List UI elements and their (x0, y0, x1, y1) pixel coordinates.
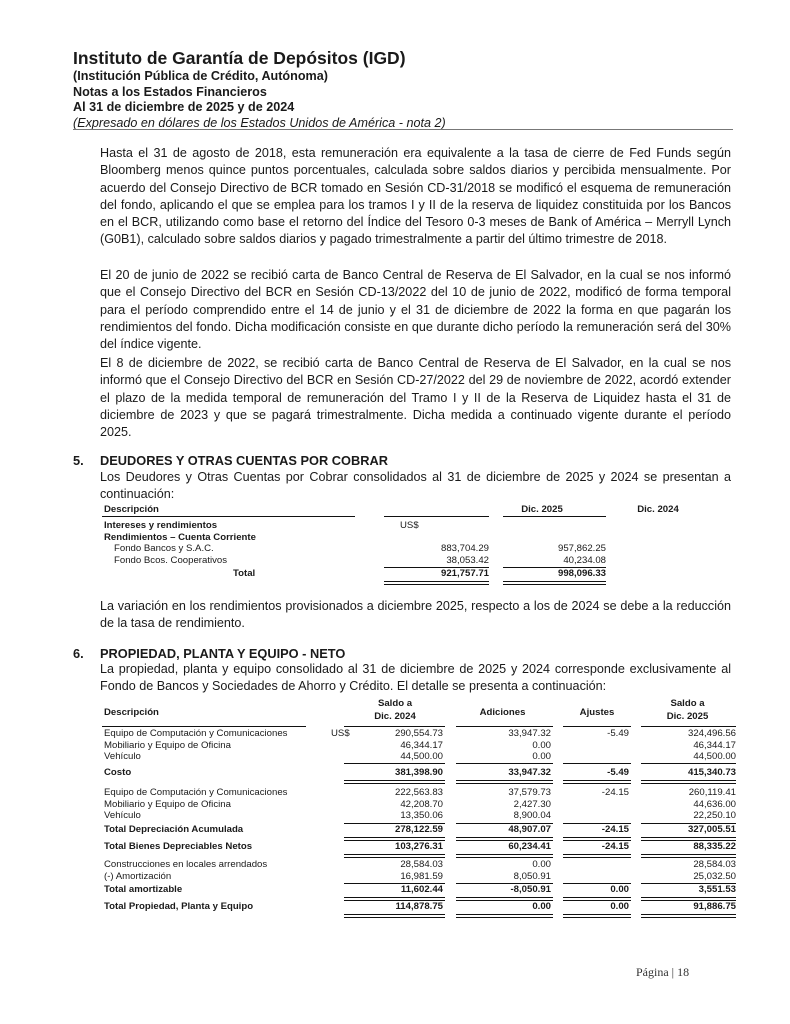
value-saldo-2024: 278,122.59 (394, 824, 443, 835)
currency-label: US$ (331, 728, 350, 739)
value-saldo-2025: 44,636.00 (693, 798, 736, 810)
report-date: Al 31 de diciembre de 2025 y de 2024 (73, 100, 295, 114)
table-row (100, 751, 740, 763)
table-row (100, 859, 740, 871)
value-saldo-2024: 381,398.90 (394, 767, 443, 778)
grand-total-double-rule (344, 914, 445, 918)
value-adiciones: 0.00 (532, 859, 551, 870)
value-adiciones: 8,050.91 (513, 870, 551, 882)
value-dic-2025: 883,704.29 (440, 543, 489, 555)
grand-total-double-rule (641, 914, 736, 918)
row-label: Total Depreciación Acumulada (104, 824, 244, 835)
receivables-table (100, 504, 720, 580)
value-ajustes: -5.49 (607, 767, 629, 778)
value-adiciones: 0.00 (532, 739, 551, 751)
currency-note: (Expresado en dólares de los Estados Unidos de América - nota 2) (73, 115, 446, 130)
table-header-row (100, 504, 720, 516)
row-label: Equipo de Computación y Comunicaciones (104, 787, 288, 798)
header-underline (456, 726, 553, 727)
column-header-saldo-2024-line1: Saldo a (377, 698, 413, 709)
table-row (100, 543, 720, 555)
column-header-descripcion: Descripción (104, 707, 159, 718)
table-group-row (100, 520, 720, 532)
header-underline (384, 516, 489, 517)
value-saldo-2024: 44,500.00 (400, 751, 443, 763)
column-header-dic-2024: Dic. 2024 (637, 504, 679, 515)
value-saldo-2025: 91,886.75 (693, 901, 736, 912)
section-5-heading (73, 453, 388, 468)
value-saldo-2024: 28,584.03 (400, 859, 443, 870)
value-saldo-2024: 114,878.75 (395, 901, 443, 912)
row-label: Vehículo (104, 810, 141, 822)
table-row (100, 810, 740, 822)
double-rule (641, 854, 736, 858)
table-row (100, 871, 740, 883)
double-rule (344, 780, 445, 784)
double-rule (563, 780, 631, 784)
value-saldo-2024: 11,602.44 (400, 884, 443, 895)
value-dic-2025: 38,053.42 (446, 554, 489, 566)
value-adiciones: 33,947.32 (508, 728, 551, 739)
value-saldo-2025: 25,032.50 (693, 870, 736, 882)
row-label: Mobiliario y Equipo de Oficina (104, 798, 231, 810)
paragraph-december-2022-letter: El 8 de diciembre de 2022, se recibió carta de Banco Central de Reserva de El Salvador, en la cual se nos informó que el Consejo Directivo del BCR en Sesión CD-27/2022 del 29 de noviembre de 2022, acordó extender el plazo de la medida temporal de remuneración del Tramo I y II de la Reserva de Liquidez hasta el 31 de diciembre de 2023 y que se pagará trimestralmente. Dicha medida a continuado vigente durante el período 2025. (100, 356, 731, 440)
value-saldo-2025: 327,005.51 (687, 824, 736, 835)
table-subtotal-row-costo (100, 767, 740, 779)
value-saldo-2024: 290,554.73 (394, 728, 443, 739)
group-label-intereses: Intereses y rendimientos (104, 520, 218, 531)
value-saldo-2025: 3,551.53 (698, 884, 736, 895)
value-saldo-2025: 324,496.56 (687, 728, 736, 739)
table-total-row (100, 568, 720, 580)
section-5-title: DEUDORES Y OTRAS CUENTAS POR COBRAR (100, 453, 388, 468)
header-underline (641, 726, 736, 727)
double-rule (641, 780, 736, 784)
value-saldo-2025: 88,335.22 (693, 841, 736, 852)
section-6-number: 6. (73, 646, 84, 661)
currency-label: US$ (400, 520, 419, 531)
value-saldo-2024: 46,344.17 (400, 739, 443, 751)
value-ajustes: 0.00 (610, 884, 629, 895)
table-row (100, 799, 740, 811)
section-6-intro: La propiedad, planta y equipo consolidado al 31 de diciembre de 2025 y 2024 corresponde exclusivamente al Fondo de Bancos y Sociedades de Ahorro y Crédito. El detalle se presenta a continuación: (100, 662, 731, 694)
value-saldo-2024: 16,981.59 (400, 870, 443, 882)
grand-total-double-rule (456, 914, 553, 918)
header-underline (102, 516, 355, 517)
column-header-saldo-2025-line1: Saldo a (670, 698, 705, 709)
value-dic-2024: 40,234.08 (563, 554, 606, 566)
value-saldo-2024: 103,276.31 (394, 841, 443, 852)
header-underline (563, 726, 631, 727)
value-saldo-2025: 22,250.10 (693, 810, 736, 822)
double-rule (563, 854, 631, 858)
value-saldo-2025: 44,500.00 (693, 751, 736, 763)
value-adiciones: 8,900.04 (513, 810, 551, 822)
column-header-descripcion: Descripción (104, 504, 159, 515)
header-underline (503, 516, 606, 517)
row-label: Fondo Bancos y S.A.C. (114, 543, 214, 555)
value-ajustes: -24.15 (601, 824, 629, 835)
subtotal-rule (456, 763, 553, 764)
document-type: Notas a los Estados Financieros (73, 84, 267, 99)
table-subtotal-row-depreciation (100, 824, 740, 836)
value-saldo-2025: 28,584.03 (693, 859, 736, 870)
ppe-table (100, 698, 740, 912)
column-header-saldo-2024-line2: Dic. 2024 (374, 711, 416, 722)
value-adiciones: 0.00 (532, 751, 551, 763)
double-rule (456, 780, 553, 784)
row-label: Mobiliario y Equipo de Oficina (104, 739, 231, 751)
column-header-saldo-2025-line2: Dic. 2025 (666, 711, 709, 722)
header-underline (102, 726, 306, 727)
row-label: Total Propiedad, Planta y Equipo (104, 901, 254, 912)
value-saldo-2024: 42,208.70 (400, 798, 443, 810)
row-label: Vehículo (104, 751, 141, 763)
value-ajustes: -5.49 (607, 728, 629, 739)
value-ajustes: -24.15 (601, 841, 629, 852)
institution-title: Instituto de Garantía de Depósitos (IGD) (73, 48, 406, 68)
paragraph-remuneration-history: Hasta el 31 de agosto de 2018, esta remuneración era equivalente a la tasa de cierre de Fed Funds según Bloomberg menos quince puntos porcentuales, calculada sobre saldos diarios y percibida mensualmente. Por acuerdo del Consejo Directivo de BCR tomado en Sesión CD-31/2018 se modificó el esquema de remuneración del fondo, aplicando el que se emplea para los tramos I y II de la reserva de liquidez constituida por los Bancos en el BCR, utilizando como base el retorno del Índice del Tesoro 0-3 meses de Bank of América – Merryll Lynch (G0B1), calculado sobre saldos diarios y pagado trimestralmente a partir del último trimestre de 2018. (100, 146, 731, 247)
double-rule (456, 854, 553, 858)
total-double-rule (384, 581, 489, 585)
double-rule (344, 854, 445, 858)
value-adiciones: -8,050.91 (510, 884, 551, 895)
table-group-row (100, 532, 720, 544)
section-6-title: PROPIEDAD, PLANTA Y EQUIPO - NETO (100, 646, 346, 661)
value-saldo-2025: 260,119.41 (688, 787, 736, 798)
value-adiciones: 2,427.30 (513, 798, 551, 810)
table-header-row (100, 698, 740, 726)
value-ajustes: -24.15 (601, 787, 629, 798)
row-label: Total Bienes Depreciables Netos (104, 841, 253, 852)
column-header-dic-2025: Dic. 2025 (521, 504, 563, 515)
row-label: Total amortizable (104, 884, 183, 895)
table-subtotal-row-net-depreciable (100, 841, 740, 853)
section-6-heading (73, 646, 345, 661)
row-label: Costo (104, 767, 132, 778)
value-adiciones: 0.00 (532, 901, 551, 912)
page-number: Página | 18 (636, 965, 690, 979)
section-5-number: 5. (73, 453, 84, 468)
value-saldo-2024: 222,563.83 (394, 787, 443, 798)
value-saldo-2025: 415,340.73 (687, 767, 736, 778)
total-dic-2024: 998,096.33 (557, 568, 606, 580)
table-row (100, 728, 740, 740)
row-label: Equipo de Computación y Comunicaciones (104, 728, 288, 739)
value-adiciones: 33,947.32 (508, 767, 551, 778)
value-saldo-2024: 13,350.06 (400, 810, 443, 822)
value-adiciones: 48,907.07 (508, 824, 551, 835)
subtotal-rule (563, 763, 631, 764)
section-5-note: La variación en los rendimientos provisionados a diciembre 2025, respecto a los de 2024 se debe a la reducción de la tasa de rendimiento. (100, 599, 731, 631)
document-header (73, 48, 733, 131)
column-header-ajustes: Ajustes (579, 707, 615, 718)
subtotal-rule (344, 763, 445, 764)
total-double-rule (503, 581, 606, 585)
table-row (100, 555, 720, 567)
value-adiciones: 37,579.73 (508, 787, 551, 798)
table-grand-total-row (100, 901, 740, 913)
grand-total-double-rule (563, 914, 631, 918)
table-row (100, 740, 740, 752)
institution-subtitle: (Institución Pública de Crédito, Autónoma) (73, 69, 328, 83)
value-dic-2024: 957,862.25 (557, 543, 606, 555)
header-underline (344, 726, 445, 727)
group-label-rendimientos: Rendimientos – Cuenta Corriente (104, 531, 256, 543)
value-ajustes: 0.00 (610, 901, 629, 912)
table-row (100, 787, 740, 799)
section-5-intro: Los Deudores y Otras Cuentas por Cobrar consolidados al 31 de diciembre de 2025 y 2024 se presentan a continuación: (100, 470, 731, 502)
paragraph-june-2022-letter: El 20 de junio de 2022 se recibió carta de Banco Central de Reserva de El Salvador, en la cual se nos informó que el Consejo Directivo del BCR en Sesión CD-13/2022 del 10 de junio de 2022, modificó de forma temporal para el período comprendido entre el 14 de junio y el 31 de diciembre de 2022 la forma en que pagarán los rendimientos del fondo. Dicha modificación consiste en que durante dicho período la remuneración será del 30% del índice vigente. (100, 268, 731, 352)
value-adiciones: 60,234.41 (508, 841, 551, 852)
row-label: Construcciones en locales arrendados (104, 859, 268, 870)
total-dic-2025: 921,757.71 (440, 568, 489, 580)
column-header-adiciones: Adiciones (479, 707, 526, 718)
value-saldo-2025: 46,344.17 (693, 739, 736, 751)
row-label: Fondo Bcos. Cooperativos (114, 554, 228, 566)
total-label: Total (233, 568, 256, 580)
table-subtotal-row-amortizable (100, 884, 740, 896)
subtotal-rule (641, 763, 736, 764)
header-divider (73, 129, 733, 130)
row-label: (-) Amortización (104, 870, 172, 882)
